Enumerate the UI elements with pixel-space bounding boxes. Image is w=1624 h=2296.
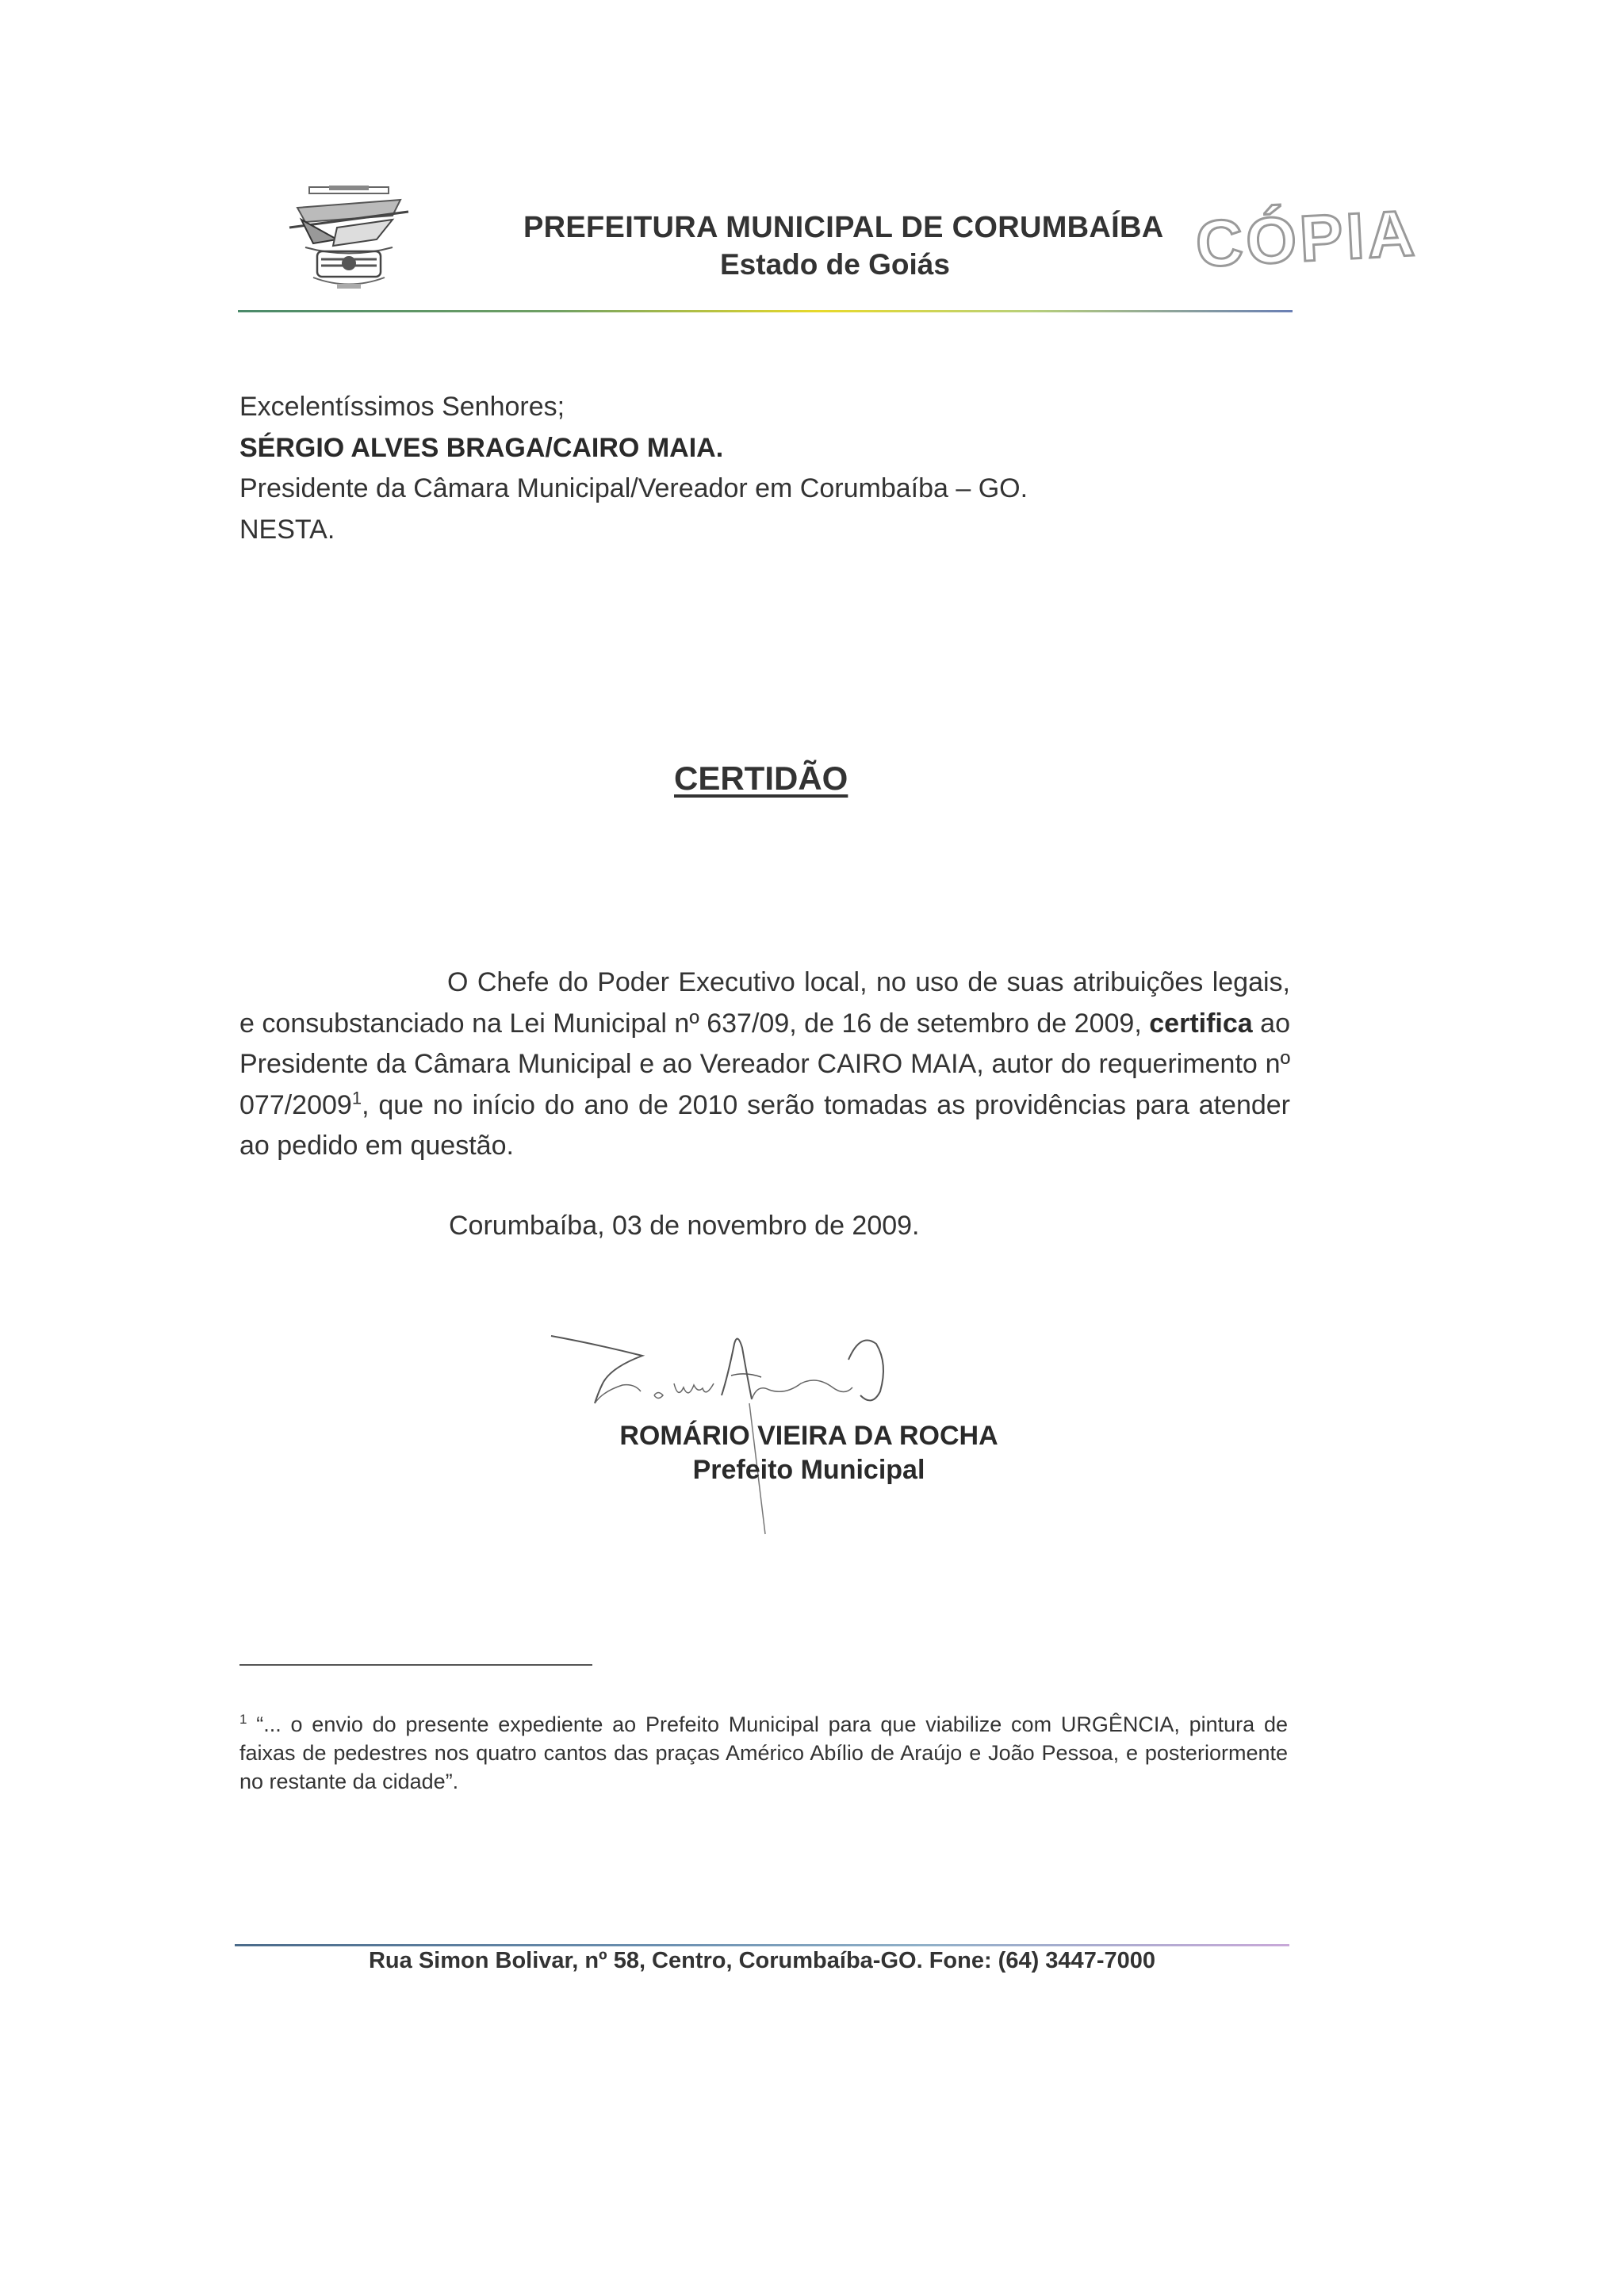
- header-divider: [238, 310, 1293, 312]
- footnote-text: “... o envio do presente expediente ao Prefeito Municipal para que viabilize com URGÊNCIA, pintura de faixas de pedestres nos quatro cantos das praças Américo Abílio de Araújo e João Pessoa, e posteriormente no restante da cidade”.: [239, 1712, 1288, 1793]
- certificate-date: Corumbaíba, 03 de novembro de 2009.: [449, 1211, 920, 1241]
- addressee-location: NESTA.: [239, 515, 335, 545]
- body-text-part3: , que no início do ano de 2010 serão tomadas as providências para atender ao pedido em questão.: [239, 1089, 1290, 1161]
- footnote: [239, 1710, 1288, 1796]
- addressee-salutation: Excelentíssimos Senhores;: [239, 392, 565, 422]
- footnote-reference: 1: [351, 1088, 362, 1108]
- body-text-part2: ao Presidente da Câmara Municipal e ao Vereador CAIRO MAIA, autor do requerimento nº 077/2009: [239, 1008, 1290, 1120]
- body-text-bold: certifica: [1149, 1008, 1253, 1039]
- body-text-part1: O Chefe do Poder Executivo local, no uso de suas atribuições legais, e consubstanciado na Lei Municipal nº 637/09, de 16 de setembro de 2009,: [239, 967, 1290, 1039]
- signer-name: ROMÁRIO VIEIRA DA ROCHA: [619, 1421, 998, 1451]
- footer-address: Rua Simon Bolivar, nº 58, Centro, Corumbaíba-GO. Fone: (64) 3447-7000: [368, 1948, 1155, 1973]
- certificate-body: [239, 962, 1290, 1167]
- addressee-position: Presidente da Câmara Municipal/Vereador em Corumbaíba – GO.: [239, 473, 1028, 503]
- municipal-crest-icon: [282, 184, 416, 295]
- footnote-divider: [239, 1664, 592, 1666]
- certificate-title: CERTIDÃO: [674, 760, 848, 797]
- footer-divider: [235, 1944, 1289, 1946]
- copy-stamp: CÓPIA: [1193, 197, 1419, 281]
- header-subtitle: Estado de Goiás: [720, 248, 950, 281]
- header-title: PREFEITURA MUNICIPAL DE CORUMBAÍBA: [523, 211, 1164, 244]
- footnote-number: 1: [239, 1712, 247, 1727]
- signer-role: Prefeito Municipal: [692, 1455, 925, 1485]
- addressee-names: SÉRGIO ALVES BRAGA/CAIRO MAIA.: [239, 433, 724, 463]
